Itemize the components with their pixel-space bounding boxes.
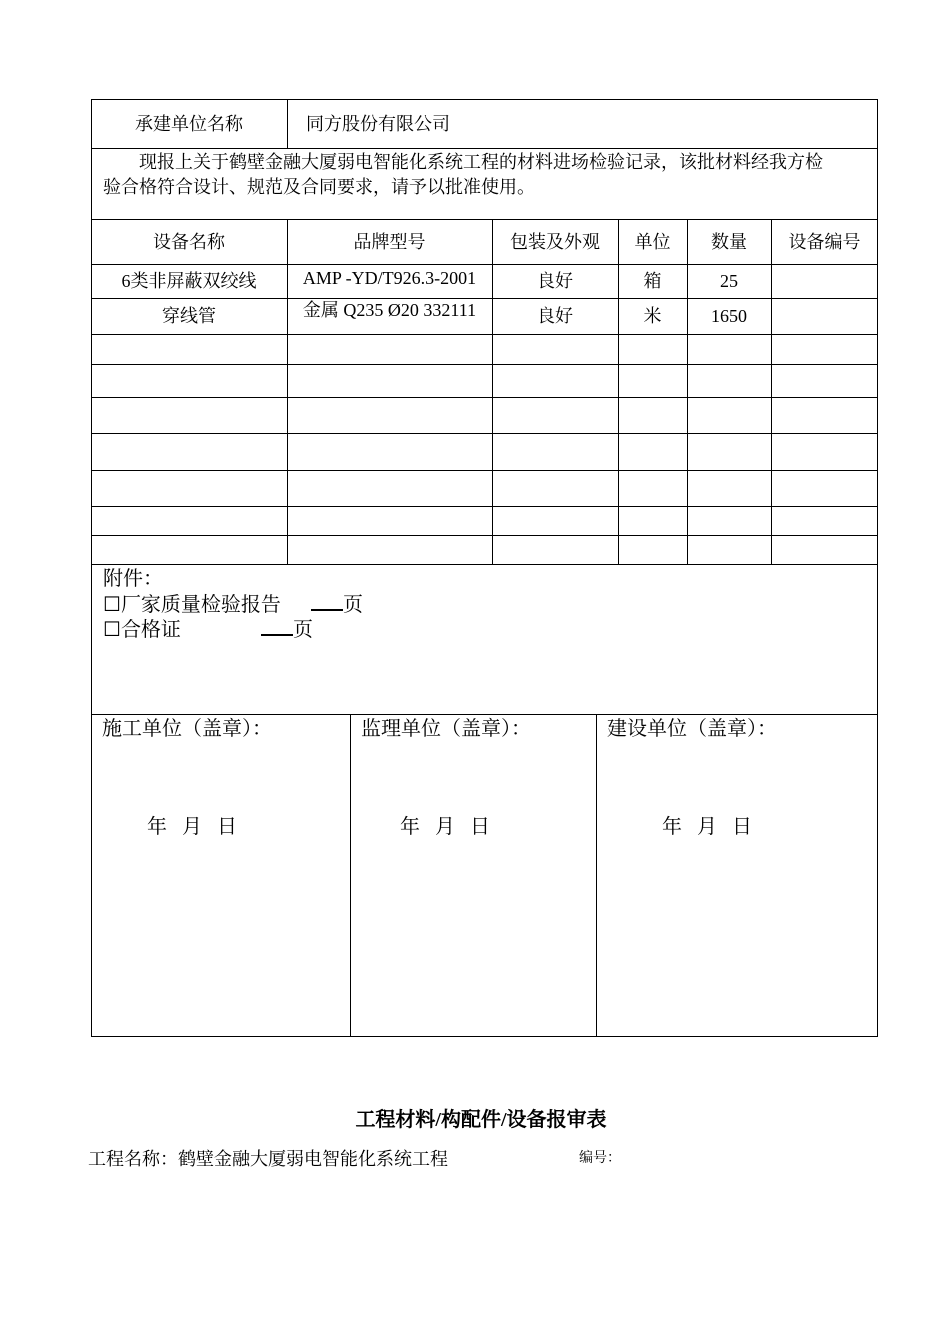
table-cell-model: AMP -YD/T926.3-2001 — [302, 268, 477, 288]
divider — [91, 334, 878, 335]
construction-date: 年 月 日 — [147, 816, 237, 838]
contractor-value: 同方股份有限公司 — [306, 114, 450, 134]
owner-date: 年 月 日 — [662, 816, 752, 838]
table-cell-quantity: 25 — [720, 271, 738, 291]
divider — [91, 564, 878, 565]
table-cell-unit: 米 — [643, 306, 662, 326]
table-cell-appearance: 良好 — [537, 271, 573, 291]
form-title: 工程材料/构配件/设备报审表 — [355, 1109, 607, 1131]
divider — [91, 148, 878, 149]
supervision-date: 年 月 日 — [400, 816, 490, 838]
number-label: 编号： — [579, 1151, 621, 1166]
contractor-label: 承建单位名称 — [135, 114, 243, 134]
table-cell-quantity: 1650 — [711, 306, 747, 326]
supervision-unit-label: 监理单位（盖章）： — [361, 718, 531, 740]
checkbox-icon[interactable]: ☐ — [103, 594, 121, 616]
header-packaging: 包装及外观 — [510, 232, 600, 252]
statement-line-2: 验合格符合设计、规范及合同要求，请予以批准使用。 — [103, 177, 535, 197]
page-unit: 页 — [292, 619, 313, 641]
attachments-title: 附件： — [103, 568, 163, 590]
page-unit: 页 — [342, 594, 363, 616]
checkbox-icon[interactable]: ☐ — [103, 619, 121, 641]
construction-unit-label: 施工单位（盖章）： — [102, 718, 272, 740]
header-equipment-name: 设备名称 — [153, 232, 225, 252]
divider — [91, 535, 878, 536]
attachment-label: 厂家质量检验报告 — [120, 594, 281, 616]
divider — [596, 714, 597, 1037]
divider — [287, 99, 288, 149]
table-cell-name: 6类非屏蔽双绞线 — [121, 271, 257, 291]
divider — [91, 433, 878, 434]
table-cell-unit: 箱 — [643, 271, 662, 291]
header-unit: 单位 — [634, 232, 671, 252]
project-name: 工程名称：鹤壁金融大厦弱电智能化系统工程 — [88, 1149, 448, 1169]
attachment-label: 合格证 — [120, 619, 181, 641]
divider — [91, 264, 878, 265]
divider — [91, 219, 878, 220]
divider — [91, 397, 878, 398]
divider — [91, 470, 878, 471]
statement-line-1: 现报上关于鹤壁金融大厦弱电智能化系统工程的材料进场检验记录，该批材料经我方检 — [139, 152, 823, 172]
attachment-quality-report — [103, 591, 363, 618]
header-quantity: 数量 — [711, 232, 747, 252]
table-cell-appearance: 良好 — [537, 306, 573, 326]
divider — [91, 506, 878, 507]
header-brand-model: 品牌型号 — [353, 232, 426, 252]
divider — [91, 714, 878, 715]
page-count-blank[interactable] — [311, 591, 343, 611]
page-count-blank[interactable] — [261, 616, 293, 636]
attachment-certificate — [103, 616, 313, 643]
divider — [771, 219, 772, 564]
header-serial: 设备编号 — [788, 232, 861, 252]
table-cell-model: 金属 Q235 Ø20 332111 — [302, 300, 477, 320]
table-cell-name: 穿线管 — [162, 306, 216, 326]
divider — [91, 364, 878, 365]
owner-unit-label: 建设单位（盖章）： — [607, 718, 777, 740]
divider — [350, 714, 351, 1037]
